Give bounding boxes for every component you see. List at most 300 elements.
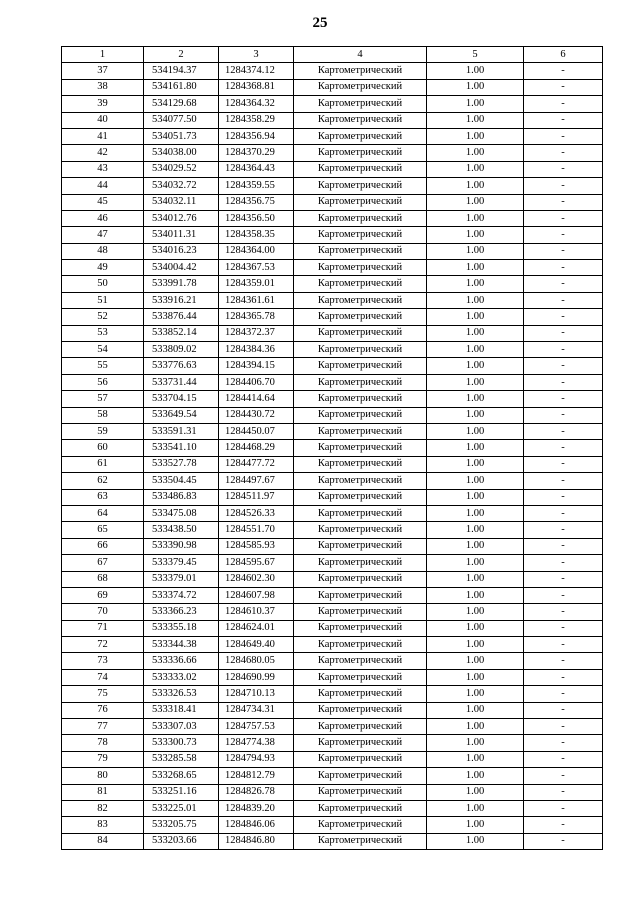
- point-number-cell: 75: [62, 686, 144, 702]
- point-number-cell: 82: [62, 800, 144, 816]
- note-cell: -: [524, 292, 603, 308]
- y-coordinate-cell: 1284468.29: [219, 440, 294, 456]
- method-cell: Картометрический: [294, 637, 427, 653]
- note-cell: -: [524, 735, 603, 751]
- error-cell: 1.00: [427, 178, 524, 194]
- point-number-cell: 84: [62, 833, 144, 849]
- method-cell: Картометрический: [294, 145, 427, 161]
- y-coordinate-cell: 1284414.64: [219, 391, 294, 407]
- y-coordinate-cell: 1284610.37: [219, 604, 294, 620]
- table-row: [62, 768, 603, 784]
- table-row: [62, 292, 603, 308]
- error-cell: 1.00: [427, 161, 524, 177]
- x-coordinate-cell: 534032.72: [144, 178, 219, 194]
- point-number-cell: 60: [62, 440, 144, 456]
- note-cell: -: [524, 669, 603, 685]
- method-cell: Картометрический: [294, 260, 427, 276]
- method-cell: Картометрический: [294, 128, 427, 144]
- method-cell: Картометрический: [294, 719, 427, 735]
- method-cell: Картометрический: [294, 817, 427, 833]
- note-cell: -: [524, 440, 603, 456]
- column-header: 3: [219, 47, 294, 63]
- column-header: 1: [62, 47, 144, 63]
- table-row: [62, 178, 603, 194]
- x-coordinate-cell: 534004.42: [144, 260, 219, 276]
- error-cell: 1.00: [427, 194, 524, 210]
- error-cell: 1.00: [427, 79, 524, 95]
- error-cell: 1.00: [427, 325, 524, 341]
- x-coordinate-cell: 533225.01: [144, 800, 219, 816]
- y-coordinate-cell: 1284372.37: [219, 325, 294, 341]
- error-cell: 1.00: [427, 817, 524, 833]
- method-cell: Картометрический: [294, 391, 427, 407]
- note-cell: -: [524, 784, 603, 800]
- note-cell: -: [524, 637, 603, 653]
- table-row: [62, 210, 603, 226]
- error-cell: 1.00: [427, 653, 524, 669]
- point-number-cell: 69: [62, 587, 144, 603]
- table-row: [62, 309, 603, 325]
- note-cell: -: [524, 325, 603, 341]
- method-cell: Картометрический: [294, 292, 427, 308]
- method-cell: Картометрический: [294, 63, 427, 79]
- note-cell: -: [524, 800, 603, 816]
- note-cell: -: [524, 473, 603, 489]
- table-row: [62, 194, 603, 210]
- method-cell: Картометрический: [294, 79, 427, 95]
- table-row: [62, 325, 603, 341]
- x-coordinate-cell: 534016.23: [144, 243, 219, 259]
- note-cell: -: [524, 194, 603, 210]
- method-cell: Картометрический: [294, 620, 427, 636]
- y-coordinate-cell: 1284356.75: [219, 194, 294, 210]
- point-number-cell: 63: [62, 489, 144, 505]
- x-coordinate-cell: 534129.68: [144, 96, 219, 112]
- note-cell: -: [524, 620, 603, 636]
- table-row: [62, 555, 603, 571]
- y-coordinate-cell: 1284794.93: [219, 751, 294, 767]
- y-coordinate-cell: 1284624.01: [219, 620, 294, 636]
- note-cell: -: [524, 489, 603, 505]
- y-coordinate-cell: 1284356.94: [219, 128, 294, 144]
- error-cell: 1.00: [427, 505, 524, 521]
- table-row: [62, 800, 603, 816]
- x-coordinate-cell: 533366.23: [144, 604, 219, 620]
- y-coordinate-cell: 1284734.31: [219, 702, 294, 718]
- note-cell: -: [524, 407, 603, 423]
- error-cell: 1.00: [427, 587, 524, 603]
- error-cell: 1.00: [427, 522, 524, 538]
- x-coordinate-cell: 533776.63: [144, 358, 219, 374]
- error-cell: 1.00: [427, 456, 524, 472]
- note-cell: -: [524, 178, 603, 194]
- table-row: [62, 112, 603, 128]
- point-number-cell: 68: [62, 571, 144, 587]
- table-row: [62, 374, 603, 390]
- note-cell: -: [524, 374, 603, 390]
- y-coordinate-cell: 1284846.06: [219, 817, 294, 833]
- x-coordinate-cell: 533809.02: [144, 342, 219, 358]
- error-cell: 1.00: [427, 571, 524, 587]
- x-coordinate-cell: 533344.38: [144, 637, 219, 653]
- x-coordinate-cell: 533251.16: [144, 784, 219, 800]
- note-cell: -: [524, 276, 603, 292]
- method-cell: Картометрический: [294, 489, 427, 505]
- point-number-cell: 39: [62, 96, 144, 112]
- table-row: [62, 145, 603, 161]
- note-cell: -: [524, 686, 603, 702]
- y-coordinate-cell: 1284846.80: [219, 833, 294, 849]
- column-header: 2: [144, 47, 219, 63]
- x-coordinate-cell: 533285.58: [144, 751, 219, 767]
- y-coordinate-cell: 1284406.70: [219, 374, 294, 390]
- method-cell: Картометрический: [294, 210, 427, 226]
- method-cell: Картометрический: [294, 374, 427, 390]
- note-cell: -: [524, 604, 603, 620]
- point-number-cell: 45: [62, 194, 144, 210]
- table-row: [62, 440, 603, 456]
- point-number-cell: 65: [62, 522, 144, 538]
- error-cell: 1.00: [427, 735, 524, 751]
- x-coordinate-cell: 533704.15: [144, 391, 219, 407]
- note-cell: -: [524, 768, 603, 784]
- error-cell: 1.00: [427, 555, 524, 571]
- table-row: [62, 702, 603, 718]
- note-cell: -: [524, 79, 603, 95]
- note-cell: -: [524, 243, 603, 259]
- point-number-cell: 72: [62, 637, 144, 653]
- table-row: [62, 735, 603, 751]
- point-number-cell: 73: [62, 653, 144, 669]
- error-cell: 1.00: [427, 391, 524, 407]
- table-row: [62, 538, 603, 554]
- error-cell: 1.00: [427, 243, 524, 259]
- method-cell: Картометрический: [294, 440, 427, 456]
- x-coordinate-cell: 533916.21: [144, 292, 219, 308]
- y-coordinate-cell: 1284364.32: [219, 96, 294, 112]
- error-cell: 1.00: [427, 702, 524, 718]
- point-number-cell: 49: [62, 260, 144, 276]
- y-coordinate-cell: 1284370.29: [219, 145, 294, 161]
- method-cell: Картометрический: [294, 784, 427, 800]
- y-coordinate-cell: 1284497.67: [219, 473, 294, 489]
- y-coordinate-cell: 1284812.79: [219, 768, 294, 784]
- table-row: [62, 833, 603, 849]
- table-row: [62, 653, 603, 669]
- error-cell: 1.00: [427, 538, 524, 554]
- method-cell: Картометрический: [294, 325, 427, 341]
- x-coordinate-cell: 533379.45: [144, 555, 219, 571]
- x-coordinate-cell: 533475.08: [144, 505, 219, 521]
- method-cell: Картометрический: [294, 555, 427, 571]
- x-coordinate-cell: 534011.31: [144, 227, 219, 243]
- point-number-cell: 64: [62, 505, 144, 521]
- table-row: [62, 423, 603, 439]
- error-cell: 1.00: [427, 768, 524, 784]
- method-cell: Картометрический: [294, 407, 427, 423]
- error-cell: 1.00: [427, 128, 524, 144]
- point-number-cell: 46: [62, 210, 144, 226]
- method-cell: Картометрический: [294, 161, 427, 177]
- y-coordinate-cell: 1284477.72: [219, 456, 294, 472]
- error-cell: 1.00: [427, 358, 524, 374]
- y-coordinate-cell: 1284551.70: [219, 522, 294, 538]
- error-cell: 1.00: [427, 407, 524, 423]
- x-coordinate-cell: 533300.73: [144, 735, 219, 751]
- note-cell: -: [524, 96, 603, 112]
- x-coordinate-cell: 534194.37: [144, 63, 219, 79]
- x-coordinate-cell: 533390.98: [144, 538, 219, 554]
- method-cell: Картометрический: [294, 735, 427, 751]
- x-coordinate-cell: 534038.00: [144, 145, 219, 161]
- table-row: [62, 128, 603, 144]
- y-coordinate-cell: 1284511.97: [219, 489, 294, 505]
- error-cell: 1.00: [427, 440, 524, 456]
- method-cell: Картометрический: [294, 522, 427, 538]
- point-number-cell: 37: [62, 63, 144, 79]
- error-cell: 1.00: [427, 489, 524, 505]
- method-cell: Картометрический: [294, 669, 427, 685]
- x-coordinate-cell: 533852.14: [144, 325, 219, 341]
- error-cell: 1.00: [427, 473, 524, 489]
- y-coordinate-cell: 1284367.53: [219, 260, 294, 276]
- error-cell: 1.00: [427, 719, 524, 735]
- error-cell: 1.00: [427, 63, 524, 79]
- note-cell: -: [524, 456, 603, 472]
- x-coordinate-cell: 533333.02: [144, 669, 219, 685]
- table-row: [62, 63, 603, 79]
- x-coordinate-cell: 533205.75: [144, 817, 219, 833]
- point-number-cell: 59: [62, 423, 144, 439]
- method-cell: Картометрический: [294, 686, 427, 702]
- note-cell: -: [524, 63, 603, 79]
- point-number-cell: 71: [62, 620, 144, 636]
- x-coordinate-cell: 533504.45: [144, 473, 219, 489]
- table-row: [62, 505, 603, 521]
- point-number-cell: 83: [62, 817, 144, 833]
- table-row: [62, 227, 603, 243]
- table-row: [62, 79, 603, 95]
- table-row: [62, 473, 603, 489]
- x-coordinate-cell: 533876.44: [144, 309, 219, 325]
- x-coordinate-cell: 533374.72: [144, 587, 219, 603]
- table-row: [62, 637, 603, 653]
- note-cell: -: [524, 571, 603, 587]
- point-number-cell: 54: [62, 342, 144, 358]
- method-cell: Картометрический: [294, 96, 427, 112]
- point-number-cell: 77: [62, 719, 144, 735]
- y-coordinate-cell: 1284690.99: [219, 669, 294, 685]
- note-cell: -: [524, 423, 603, 439]
- method-cell: Картометрический: [294, 112, 427, 128]
- x-coordinate-cell: 533268.65: [144, 768, 219, 784]
- page-number: 25: [312, 15, 328, 31]
- x-coordinate-cell: 533355.18: [144, 620, 219, 636]
- note-cell: -: [524, 358, 603, 374]
- method-cell: Картометрический: [294, 423, 427, 439]
- table-header-row: [62, 47, 603, 63]
- point-number-cell: 74: [62, 669, 144, 685]
- error-cell: 1.00: [427, 260, 524, 276]
- method-cell: Картометрический: [294, 751, 427, 767]
- table-row: [62, 604, 603, 620]
- error-cell: 1.00: [427, 112, 524, 128]
- y-coordinate-cell: 1284359.55: [219, 178, 294, 194]
- method-cell: Картометрический: [294, 342, 427, 358]
- point-number-cell: 41: [62, 128, 144, 144]
- method-cell: Картометрический: [294, 571, 427, 587]
- y-coordinate-cell: 1284585.93: [219, 538, 294, 554]
- y-coordinate-cell: 1284602.30: [219, 571, 294, 587]
- x-coordinate-cell: 533486.83: [144, 489, 219, 505]
- method-cell: Картометрический: [294, 194, 427, 210]
- table-row: [62, 669, 603, 685]
- note-cell: -: [524, 538, 603, 554]
- error-cell: 1.00: [427, 292, 524, 308]
- column-header: 4: [294, 47, 427, 63]
- table-row: [62, 96, 603, 112]
- y-coordinate-cell: 1284680.05: [219, 653, 294, 669]
- point-number-cell: 53: [62, 325, 144, 341]
- y-coordinate-cell: 1284384.36: [219, 342, 294, 358]
- table-row: [62, 719, 603, 735]
- x-coordinate-cell: 533326.53: [144, 686, 219, 702]
- point-number-cell: 62: [62, 473, 144, 489]
- method-cell: Картометрический: [294, 538, 427, 554]
- point-number-cell: 50: [62, 276, 144, 292]
- note-cell: -: [524, 260, 603, 276]
- note-cell: -: [524, 112, 603, 128]
- y-coordinate-cell: 1284450.07: [219, 423, 294, 439]
- table-row: [62, 489, 603, 505]
- method-cell: Картометрический: [294, 800, 427, 816]
- y-coordinate-cell: 1284774.38: [219, 735, 294, 751]
- error-cell: 1.00: [427, 833, 524, 849]
- note-cell: -: [524, 210, 603, 226]
- x-coordinate-cell: 533591.31: [144, 423, 219, 439]
- method-cell: Картометрический: [294, 227, 427, 243]
- x-coordinate-cell: 533438.50: [144, 522, 219, 538]
- x-coordinate-cell: 533318.41: [144, 702, 219, 718]
- table-row: [62, 407, 603, 423]
- point-number-cell: 67: [62, 555, 144, 571]
- point-number-cell: 57: [62, 391, 144, 407]
- error-cell: 1.00: [427, 374, 524, 390]
- y-coordinate-cell: 1284839.20: [219, 800, 294, 816]
- note-cell: -: [524, 342, 603, 358]
- point-number-cell: 40: [62, 112, 144, 128]
- note-cell: -: [524, 751, 603, 767]
- point-number-cell: 51: [62, 292, 144, 308]
- table-row: [62, 817, 603, 833]
- y-coordinate-cell: 1284364.43: [219, 161, 294, 177]
- method-cell: Картометрический: [294, 358, 427, 374]
- error-cell: 1.00: [427, 637, 524, 653]
- table-row: [62, 243, 603, 259]
- error-cell: 1.00: [427, 620, 524, 636]
- note-cell: -: [524, 227, 603, 243]
- y-coordinate-cell: 1284526.33: [219, 505, 294, 521]
- y-coordinate-cell: 1284364.00: [219, 243, 294, 259]
- method-cell: Картометрический: [294, 653, 427, 669]
- y-coordinate-cell: 1284595.67: [219, 555, 294, 571]
- x-coordinate-cell: 533336.66: [144, 653, 219, 669]
- error-cell: 1.00: [427, 309, 524, 325]
- error-cell: 1.00: [427, 800, 524, 816]
- note-cell: -: [524, 817, 603, 833]
- note-cell: -: [524, 833, 603, 849]
- y-coordinate-cell: 1284394.15: [219, 358, 294, 374]
- table-row: [62, 391, 603, 407]
- method-cell: Картометрический: [294, 587, 427, 603]
- y-coordinate-cell: 1284361.61: [219, 292, 294, 308]
- x-coordinate-cell: 533379.01: [144, 571, 219, 587]
- error-cell: 1.00: [427, 751, 524, 767]
- x-coordinate-cell: 534161.80: [144, 79, 219, 95]
- x-coordinate-cell: 533541.10: [144, 440, 219, 456]
- y-coordinate-cell: 1284359.01: [219, 276, 294, 292]
- table-row: [62, 358, 603, 374]
- error-cell: 1.00: [427, 145, 524, 161]
- method-cell: Картометрический: [294, 473, 427, 489]
- table-row: [62, 751, 603, 767]
- method-cell: Картометрический: [294, 276, 427, 292]
- method-cell: Картометрический: [294, 768, 427, 784]
- point-number-cell: 78: [62, 735, 144, 751]
- x-coordinate-cell: 533203.66: [144, 833, 219, 849]
- point-number-cell: 79: [62, 751, 144, 767]
- note-cell: -: [524, 522, 603, 538]
- y-coordinate-cell: 1284607.98: [219, 587, 294, 603]
- x-coordinate-cell: 533991.78: [144, 276, 219, 292]
- point-number-cell: 66: [62, 538, 144, 554]
- y-coordinate-cell: 1284710.13: [219, 686, 294, 702]
- error-cell: 1.00: [427, 784, 524, 800]
- table-row: [62, 686, 603, 702]
- error-cell: 1.00: [427, 669, 524, 685]
- note-cell: -: [524, 309, 603, 325]
- point-number-cell: 56: [62, 374, 144, 390]
- point-number-cell: 47: [62, 227, 144, 243]
- error-cell: 1.00: [427, 210, 524, 226]
- y-coordinate-cell: 1284826.78: [219, 784, 294, 800]
- y-coordinate-cell: 1284757.53: [219, 719, 294, 735]
- table-row: [62, 260, 603, 276]
- error-cell: 1.00: [427, 276, 524, 292]
- y-coordinate-cell: 1284374.12: [219, 63, 294, 79]
- point-number-cell: 44: [62, 178, 144, 194]
- y-coordinate-cell: 1284368.81: [219, 79, 294, 95]
- point-number-cell: 81: [62, 784, 144, 800]
- coordinates-table: [61, 46, 603, 850]
- y-coordinate-cell: 1284430.72: [219, 407, 294, 423]
- method-cell: Картометрический: [294, 833, 427, 849]
- x-coordinate-cell: 534012.76: [144, 210, 219, 226]
- note-cell: -: [524, 391, 603, 407]
- method-cell: Картометрический: [294, 243, 427, 259]
- column-header: 5: [427, 47, 524, 63]
- x-coordinate-cell: 534029.52: [144, 161, 219, 177]
- table-body: [62, 47, 603, 850]
- table-row: [62, 571, 603, 587]
- method-cell: Картометрический: [294, 505, 427, 521]
- x-coordinate-cell: 534077.50: [144, 112, 219, 128]
- method-cell: Картометрический: [294, 702, 427, 718]
- method-cell: Картометрический: [294, 604, 427, 620]
- table-row: [62, 276, 603, 292]
- note-cell: -: [524, 145, 603, 161]
- table-row: [62, 620, 603, 636]
